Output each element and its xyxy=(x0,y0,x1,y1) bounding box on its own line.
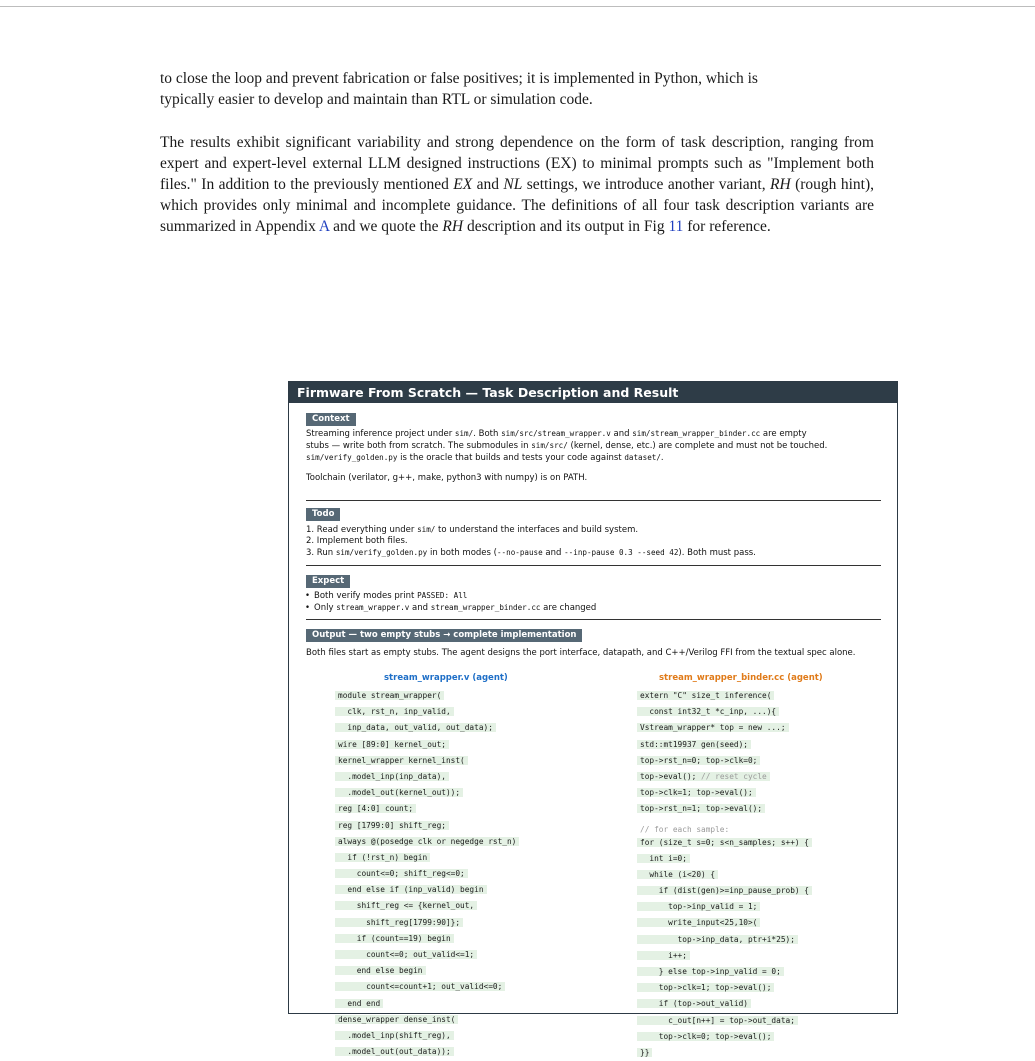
todo-badge: Todo xyxy=(306,508,340,521)
p2-text-1: The results exhibit significant variability and strong dependence on the form of task description, ranging from expert and expert-level external LLM designed instructions (EX) to minimal prompts such as "Implement both files." In addition to the previously mentioned xyxy=(160,134,874,193)
cpp-code-line: top->rst_n=1; top->eval(); xyxy=(637,801,812,817)
verilog-code-line: .model_out(out_data)); xyxy=(335,1044,519,1060)
todo-3c3: --inp-pause 0.3 --seed 42 xyxy=(564,548,679,557)
ctx-t1: Streaming inference project under xyxy=(306,429,455,439)
cpp-code-line: if (dist(gen)>=inp_pause_prob) { xyxy=(637,883,812,899)
todo-1a: 1. Read everything under xyxy=(306,525,418,535)
verilog-code-line: count<=0; shift_reg<=0; xyxy=(335,866,519,882)
ctx-t6: (kernel, dense, etc.) are complete and must not be touched. xyxy=(567,441,828,451)
paragraph-2-text xyxy=(160,132,874,237)
appendix-link[interactable]: A xyxy=(318,218,330,235)
p2-rh-2: RH xyxy=(442,218,464,235)
ctx-t5: stubs — write both from scratch. The submodules in xyxy=(306,441,532,451)
exp-2a: Only xyxy=(314,603,337,613)
p2-text-2: settings, we introduce another variant, xyxy=(522,176,771,193)
todo-item-2: 2. Implement both files. xyxy=(306,536,408,546)
exp-2c: are changed xyxy=(540,603,597,613)
verilog-code-line: if (!rst_n) begin xyxy=(335,850,519,866)
verilog-code-line: end else begin xyxy=(335,963,519,979)
todo-3d: ). Both must pass. xyxy=(678,548,756,558)
verilog-code-line: always @(posedge clk or negedge rst_n) xyxy=(335,834,519,850)
expect-item-2 xyxy=(306,602,881,614)
cpp-code-line: i++; xyxy=(637,948,812,964)
ctx-t3: and xyxy=(610,429,633,439)
cpp-code-line: } else top->inp_valid = 0; xyxy=(637,964,812,980)
verilog-code-line: end end xyxy=(335,996,519,1012)
todo-3c1: sim/verify_golden.py xyxy=(335,548,428,557)
verilog-code-line: dense_wrapper dense_inst( xyxy=(335,1012,519,1028)
p2-text-5: description and its output in Fig xyxy=(463,218,669,235)
rule-1 xyxy=(306,500,881,501)
figure-link[interactable]: 11 xyxy=(668,218,684,235)
todo-list xyxy=(306,524,881,559)
verilog-code-line: .model_inp(inp_data), xyxy=(335,769,519,785)
ctx-c3: sim/stream_wrapper_binder.cc xyxy=(632,429,761,438)
cpp-code-line: std::mt19937 gen(seed); xyxy=(637,737,812,753)
cpp-code-line: write_input<25,10>( xyxy=(637,915,812,931)
left-code-block xyxy=(335,688,519,1060)
cpp-code-line: top->clk=0; top->eval(); xyxy=(637,1029,812,1045)
verilog-code-line: wire [89:0] kernel_out; xyxy=(335,737,519,753)
ctx-c1: sim/ xyxy=(454,429,474,438)
cpp-code-line: }} xyxy=(637,1045,812,1061)
cpp-comment-line: // for each sample: xyxy=(640,824,730,834)
cpp-code-line: c_out[n++] = top->out_data; xyxy=(637,1013,812,1029)
context-line-2 xyxy=(306,440,881,452)
todo-3c2: --no-pause xyxy=(496,548,543,557)
context-line-1 xyxy=(306,428,881,440)
output-badge: Output — two empty stubs → complete implementation xyxy=(306,629,582,642)
verilog-code-line: if (count==19) begin xyxy=(335,931,519,947)
verilog-code-line: .model_inp(shift_reg), xyxy=(335,1028,519,1044)
cpp-code-line: top->rst_n=0; top->clk=0; xyxy=(637,753,812,769)
toolchain-line: Toolchain (verilator, g++, make, python3 with numpy) is on PATH. xyxy=(306,473,588,483)
cpp-code-line: top->inp_data, ptr+i*25); xyxy=(637,932,812,948)
p2-rh: RH xyxy=(770,176,791,193)
verilog-code-line: reg [1799:0] shift_reg; xyxy=(335,818,519,834)
cpp-code-line: const int32_t *c_inp, ...){ xyxy=(637,704,812,720)
cpp-code-line: int i=0; xyxy=(637,851,812,867)
todo-1c: sim/ xyxy=(417,525,436,534)
todo-1b: to understand the interfaces and build system. xyxy=(435,525,639,535)
p2-text-3: (rough hint), which provides only minimal and incomplete guidance. The definitions of all four task description variants are summarized in Appendix xyxy=(160,176,874,235)
expect-item-1 xyxy=(306,590,881,602)
todo-3c: and xyxy=(542,548,565,558)
ctx-c5: sim/verify_golden.py xyxy=(306,453,398,462)
context-text xyxy=(306,428,881,484)
expect-list xyxy=(306,590,881,614)
page-top-rule xyxy=(0,6,1035,7)
paragraph-2 xyxy=(160,132,874,237)
ctx-c2: sim/src/stream_wrapper.v xyxy=(501,429,611,438)
cpp-code-line: extern "C" size_t inference( xyxy=(637,688,812,704)
verilog-code-line: reg [4:0] count; xyxy=(335,801,519,817)
cpp-code-line: Vstream_wrapper* top = new ...; xyxy=(637,720,812,736)
verilog-code-line: count<=0; out_valid<=1; xyxy=(335,947,519,963)
verilog-code-line: shift_reg[1799:90]}; xyxy=(335,915,519,931)
p2-and: and xyxy=(472,176,504,193)
cpp-code-line: top->clk=1; top->eval(); xyxy=(637,785,812,801)
p2-nl: NL xyxy=(503,176,523,193)
cpp-code-line: while (i<20) { xyxy=(637,867,812,883)
ctx-t7: is the oracle that builds and tests your code against xyxy=(397,453,625,463)
exp-2b: and xyxy=(409,603,431,613)
verilog-code-line: count<=count+1; out_valid<=0; xyxy=(335,979,519,995)
ctx-c4: sim/src/ xyxy=(531,441,568,450)
ctx-t8: . xyxy=(660,453,664,463)
todo-item-1 xyxy=(306,524,881,536)
verilog-code-line: shift_reg <= {kernel_out, xyxy=(335,898,519,914)
rule-3 xyxy=(306,619,881,620)
context-badge: Context xyxy=(306,413,356,426)
p2-text-6: for reference. xyxy=(683,218,771,235)
ctx-c6: dataset/ xyxy=(624,453,661,462)
verilog-code-line: module stream_wrapper( xyxy=(335,688,519,704)
expect-badge: Expect xyxy=(306,575,350,588)
paragraph-1 xyxy=(160,68,874,110)
right-col-title: stream_wrapper_binder.cc (agent) xyxy=(659,673,823,683)
p2-text-4: and we quote the xyxy=(329,218,443,235)
exp-1c: PASSED: All xyxy=(417,591,468,600)
verilog-code-line: .model_out(kernel_out)); xyxy=(335,785,519,801)
left-col-title: stream_wrapper.v (agent) xyxy=(384,673,508,683)
cpp-code-line: top->eval(); // reset cycle xyxy=(637,769,812,785)
todo-3a: 3. Run xyxy=(306,548,336,558)
verilog-code-line: clk, rst_n, inp_valid, xyxy=(335,704,519,720)
verilog-code-line: inp_data, out_valid, out_data); xyxy=(335,720,519,736)
output-desc: Both files start as empty stubs. The agent designs the port interface, datapath, and C++/Verilog FFI from the textual spec alone. xyxy=(306,648,856,658)
figure-title: Firmware From Scratch — Task Description and Result xyxy=(289,382,897,403)
cpp-code-line: top->clk=1; top->eval(); xyxy=(637,980,812,996)
verilog-code-line: kernel_wrapper kernel_inst( xyxy=(335,753,519,769)
cpp-code-line: top->inp_valid = 1; xyxy=(637,899,812,915)
todo-3b: in both modes ( xyxy=(427,548,497,558)
rule-2 xyxy=(306,565,881,566)
ctx-t2: . Both xyxy=(473,429,502,439)
right-code-block xyxy=(637,688,812,1061)
todo-item-3 xyxy=(306,547,881,559)
cpp-code-line: for (size_t s=0; s<n_samples; s++) { xyxy=(637,835,812,851)
exp-1a: Both verify modes print xyxy=(314,591,418,601)
verilog-code-line: end else if (inp_valid) begin xyxy=(335,882,519,898)
paragraph-1-line-1: to close the loop and prevent fabrication or false positives; it is implemented in Python, which is xyxy=(160,70,758,87)
paragraph-1-line-2: typically easier to develop and maintain than RTL or simulation code. xyxy=(160,91,593,108)
exp-2c1: stream_wrapper.v xyxy=(336,603,410,612)
cpp-code-line: if (top->out_valid) xyxy=(637,996,812,1012)
context-line-3 xyxy=(306,452,881,464)
p2-ex: EX xyxy=(453,176,473,193)
ctx-t4: are empty xyxy=(760,429,807,439)
exp-2c2: stream_wrapper_binder.cc xyxy=(430,603,541,612)
figure-box xyxy=(288,381,898,1057)
